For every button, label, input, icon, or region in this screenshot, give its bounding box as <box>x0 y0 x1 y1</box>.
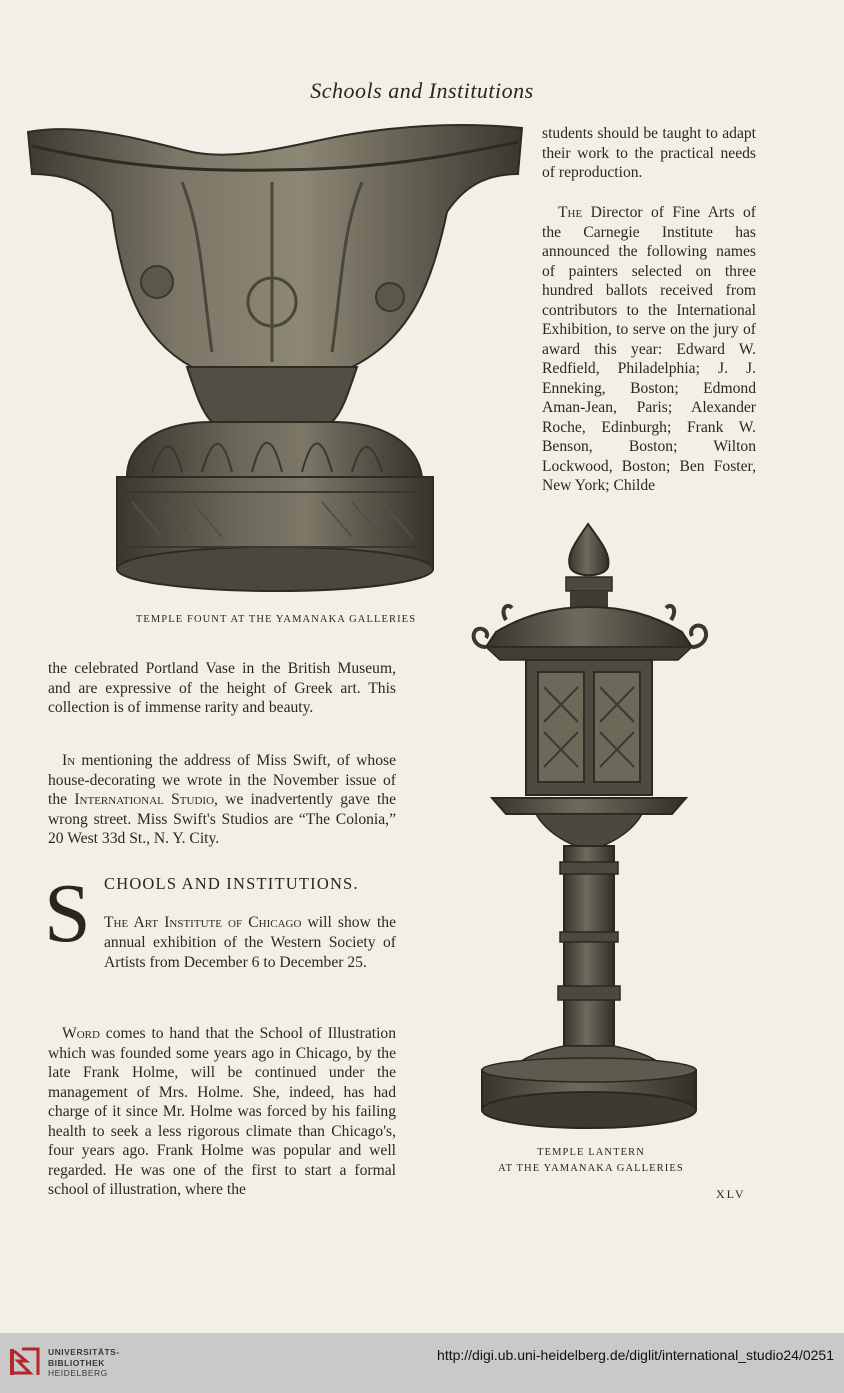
art-institute-text-a: will show the annual exhibition of the Western Society of Artists from December 6 to December 25. <box>104 914 396 971</box>
carnegie-lead-word: The <box>558 204 583 221</box>
library-name-line2: BIBLIOTHEK <box>48 1357 105 1368</box>
right-paragraph-carnegie <box>542 203 756 496</box>
fount-caption: TEMPLE FOUNT AT THE YAMANAKA GALLERIES <box>135 614 417 625</box>
left-paragraph-portland-vase: the celebrated Portland Vase in the British Museum, and are expressive of the height of Greek art. This collection is of immense rarity and beauty. <box>48 660 396 716</box>
word-lead: Word <box>62 1025 100 1042</box>
left-paragraph-school-illustration <box>48 1024 396 1200</box>
left-paragraph-art-institute <box>104 913 396 973</box>
running-title: Schools and Institutions <box>310 78 534 103</box>
section-heading: CHOOLS AND INSTITUTIONS. <box>104 874 359 893</box>
section-dropcap: S <box>44 867 91 960</box>
swift-text-a: mentioning the address of Miss Swift, of whose house-decorating we wrote in the November issue of the <box>48 752 396 808</box>
temple-fount-illustration <box>22 122 528 604</box>
page-number: XLV <box>716 1187 746 1201</box>
temple-lantern-illustration <box>466 522 716 1134</box>
left-paragraph-miss-swift <box>48 751 396 849</box>
library-name-line1: UNIVERSITÄTS- <box>48 1347 120 1357</box>
library-name <box>48 1347 120 1379</box>
library-footer <box>0 1333 844 1393</box>
swift-text-b: , we inadvertently gave the wrong street. Miss Swift's Studios are “The Colonia,” 20 West 33d St., N. Y. City. <box>48 791 396 847</box>
art-institute-name: The Art Institute of Chicago <box>104 914 302 931</box>
school-text: comes to hand that the School of Illustration which was founded some years ago in Chicago, by the late Frank Holme, will be continued under the management of Mrs. Holme. She, indeed, has had charge of it since Mr. Holme was forced by his failing health to seek a less rigorous climate than Chicago's, four years ago. Frank Holme was popular and well regarded. He was one of the first to start a formal school of illustration, where the <box>48 1025 396 1198</box>
magazine-name: International Studio <box>74 791 215 808</box>
library-logo-icon <box>8 1345 42 1379</box>
lantern-caption-line1: TEMPLE LANTERN <box>537 1147 645 1158</box>
library-name-line3: HEIDELBERG <box>48 1368 108 1378</box>
lantern-caption-line2: AT THE YAMANAKA GALLERIES <box>498 1163 684 1174</box>
swift-lead-word: In <box>62 752 76 769</box>
right-paragraph-reproduction: students should be taught to adapt their work to the practical needs of reproduction. <box>542 125 756 181</box>
source-url-link[interactable]: http://digi.ub.uni-heidelberg.de/diglit/international_studio24/0251 <box>437 1347 834 1363</box>
carnegie-text: Director of Fine Arts of the Carnegie Institute has announced the following names of painters selected on three hundred ballots received from contributors to the International Exhibition, to serve on the jury of award this year: Edward W. Redfield, Philadelphia; J. J. Enneking, Boston; Edmond Aman-Jean, Paris; Alexander Roche, Edinburgh; Frank W. Benson, Boston; Wilton Lockwood, Boston; Ben Foster, New York; Childe <box>542 204 756 494</box>
